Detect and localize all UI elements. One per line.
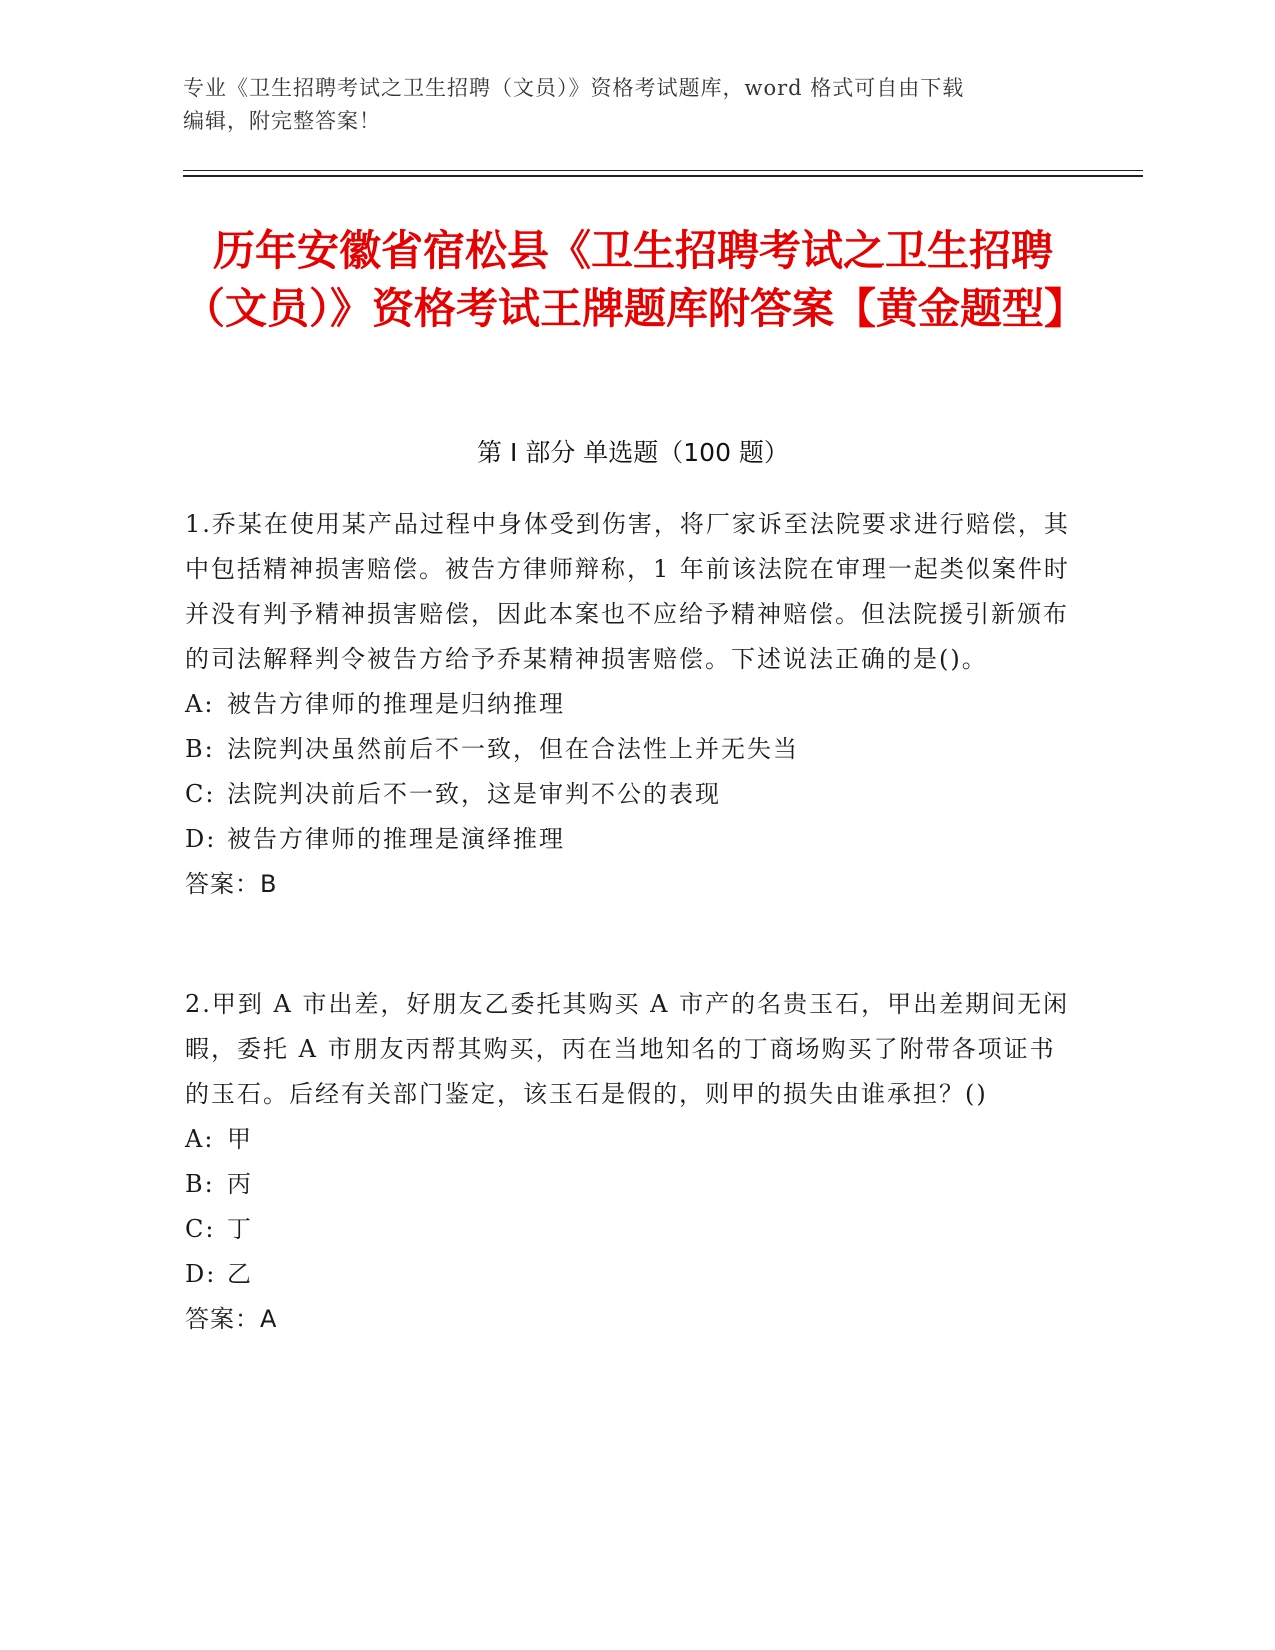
option-text: 甲 [227, 1125, 253, 1153]
option-letter: D: [185, 825, 217, 853]
option-text: 被告方律师的推理是演绎推理 [227, 825, 565, 853]
option-letter: B: [185, 1170, 215, 1198]
option-text: 被告方律师的推理是归纳推理 [227, 690, 565, 718]
header-note-line-2: 编辑，附完整答案！ [183, 109, 381, 133]
header-note-line-1: 专业《卫生招聘考试之卫生招聘（文员）》资格考试题库，word 格式可自由下载 [183, 76, 965, 100]
question-stem: 1.乔某在使用某产品过程中身体受到伤害，将厂家诉至法院要求进行赔偿，其中包括精神损害赔偿。被告方律师辩称，1 年前该法院在审理一起类似案件时并没有判予精神损害赔偿，因此本案也不应给予精神赔偿。但法院援引新颁布的司法解释判令被告方给予乔某精神损害赔偿。下述说法正确的是()。 [185, 510, 1070, 673]
option-letter: A: [185, 690, 215, 718]
option-text: 丁 [227, 1215, 253, 1243]
option-text: 法院判决虽然前后不一致，但在合法性上并无失当 [227, 735, 799, 763]
header-rule-top [183, 170, 1143, 171]
option-b [185, 727, 1075, 772]
option-text: 丙 [227, 1170, 253, 1198]
option-letter: B: [185, 735, 215, 763]
header-note [183, 72, 1063, 138]
option-d [185, 1252, 1075, 1297]
answer-line: 答案：A [185, 1305, 278, 1333]
option-text: 乙 [227, 1260, 253, 1288]
option-d [185, 817, 1075, 862]
option-b [185, 1162, 1075, 1207]
question-1 [185, 502, 1075, 907]
option-text: 法院判决前后不一致，这是审判不公的表现 [227, 780, 721, 808]
option-letter: C: [185, 1215, 216, 1243]
option-c [185, 1207, 1075, 1252]
option-letter: D: [185, 1260, 217, 1288]
section-heading: 第 I 部分 单选题（100 题） [477, 438, 789, 467]
answer-line: 答案：B [185, 870, 278, 898]
header-rule-bottom [183, 175, 1143, 177]
question-stem: 2.甲到 A 市出差，好朋友乙委托其购买 A 市产的名贵玉石，甲出差期间无闲暇，委托 A 市朋友丙帮其购买，丙在当地知名的丁商场购买了附带各项证书的玉石。后经有关部门鉴定，该玉石是假的，则甲的损失由谁承担？() [185, 990, 1070, 1108]
document-title: 历年安徽省宿松县《卫生招聘考试之卫生招聘（文员）》资格考试王牌题库附答案【黄金题型】 [183, 226, 1087, 333]
question-2 [185, 982, 1075, 1342]
option-a [185, 1117, 1075, 1162]
option-letter: C: [185, 780, 216, 808]
option-letter: A: [185, 1125, 215, 1153]
option-a [185, 682, 1075, 727]
option-c [185, 772, 1075, 817]
